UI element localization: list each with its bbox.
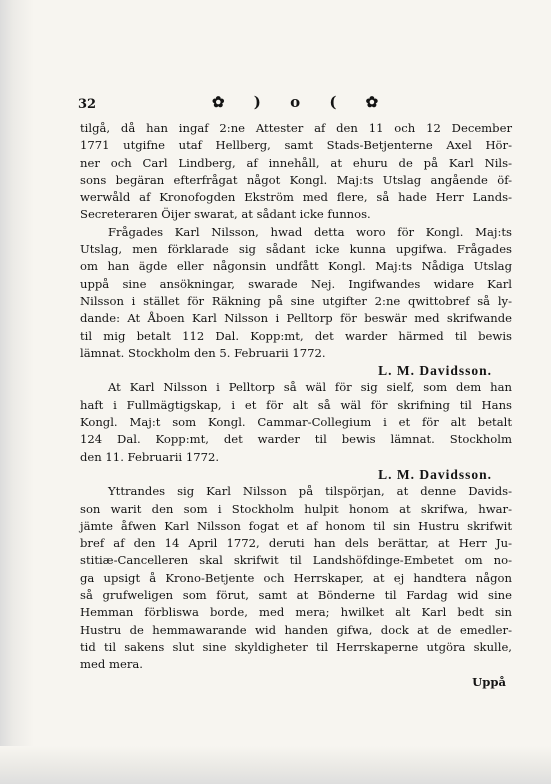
text-line: uppå sine ansökningar, swarade Nej. Ingifwandes widare Karl bbox=[80, 276, 512, 291]
text-line: den 11. Februarii 1772. bbox=[80, 449, 220, 464]
text-line: Nilsson i stället för Räkning på sine utgifter 2:ne qwittobref så ly- bbox=[80, 293, 512, 308]
paragraph-1 bbox=[80, 120, 512, 224]
text-line: werwåld af Kronofogden Ekström med flere, så hade Herr Lands- bbox=[80, 190, 512, 205]
text-line: sons begäran efterfrågat något Kongl. Maj:ts Utslag angående öf- bbox=[80, 172, 512, 187]
text-line: Secreteraren Öijer swarat, at sådant icke funnos. bbox=[80, 207, 371, 222]
paragraph-4 bbox=[80, 483, 512, 673]
document-page bbox=[80, 94, 512, 691]
paragraph-3 bbox=[80, 379, 512, 465]
running-head bbox=[80, 94, 512, 118]
text-line: bref af den 14 April 1772, deruti han dels berättar, at Herr Ju- bbox=[80, 536, 512, 551]
text-line: dande: At Åboen Karl Nilsson i Pelltorp för beswär med skrifwande bbox=[80, 311, 512, 326]
text-line: Yttrandes sig Karl Nilsson på tilspörjan, at denne Davids- bbox=[108, 484, 512, 499]
text-line: 124 Dal. Kopp:mt, det warder til bewis lämnat. Stockholm bbox=[80, 432, 512, 447]
text-line: tid til sakens slut sine skyldigheter til Herrskaperne utgöra skulle, bbox=[80, 639, 512, 654]
catchword: Uppå bbox=[472, 674, 506, 689]
ornament-icon: ✿ ) o ( ✿ bbox=[212, 93, 391, 111]
page-number: 32 bbox=[78, 97, 97, 112]
text-line: Hemman förbliswa borde, med mera; hwilket alt Karl bedt sin bbox=[80, 605, 512, 620]
text-line: med mera. bbox=[80, 657, 143, 672]
text-line: Kongl. Maj:t som Kongl. Cammar-Collegium i et för alt betalt bbox=[80, 415, 512, 430]
text-line: lämnat. Stockholm den 5. Februarii 1772. bbox=[80, 345, 326, 360]
signature: L. M. Davidsson. bbox=[378, 466, 492, 482]
signature: L. M. Davidsson. bbox=[378, 363, 492, 379]
text-line: ner och Carl Lindberg, af innehåll, at ehuru de på Karl Nils- bbox=[80, 155, 512, 170]
text-line: Frågades Karl Nilsson, hwad detta woro för Kongl. Maj:ts bbox=[108, 224, 512, 239]
text-line: Hustru de hemmawarande wid handen gifwa, dock at de emedler- bbox=[80, 622, 512, 637]
scan-left-edge bbox=[0, 0, 34, 784]
text-line: ga upsigt å Krono-Betjente och Herrskaper, at ej handtera någon bbox=[80, 570, 512, 585]
text-line: til mig betalt 112 Dal. Kopp:mt, det warder härmed til bewis bbox=[80, 328, 512, 343]
text-line: son warit den som i Stockholm hulpit honom at skrifwa, hwar- bbox=[80, 501, 512, 516]
text-line: stitiæ-Cancelleren skal skrifwit til Landshöfdinge-Embetet om no- bbox=[80, 553, 512, 568]
scan-bottom-edge bbox=[0, 746, 551, 784]
text-line: så grufweligen som förut, samt at Bönderne til Fardag wid sine bbox=[80, 588, 512, 603]
text-line: Utslag, men förklarade sig sådant icke kunna upgifwa. Frågades bbox=[80, 242, 512, 257]
text-line: tilgå, då han ingaf 2:ne Attester af den 11 och 12 December bbox=[80, 121, 512, 135]
text-line: 1771 utgifne utaf Hellberg, samt Stads-Betjenterne Axel Hör- bbox=[80, 138, 512, 153]
text-line: jämte åfwen Karl Nilsson fogat et af honom til sin Hustru skrifwit bbox=[80, 518, 512, 533]
text-line: haft i Fullmägtigskap, i et för alt så wäl för skrifning til Hans bbox=[80, 397, 512, 412]
paragraph-2 bbox=[80, 224, 512, 362]
text-line: om han ägde eller någonsin undfått Kongl. Maj:ts Nådiga Utslag bbox=[80, 259, 512, 274]
text-line: At Karl Nilsson i Pelltorp så wäl för sig sielf, som dem han bbox=[108, 380, 512, 395]
